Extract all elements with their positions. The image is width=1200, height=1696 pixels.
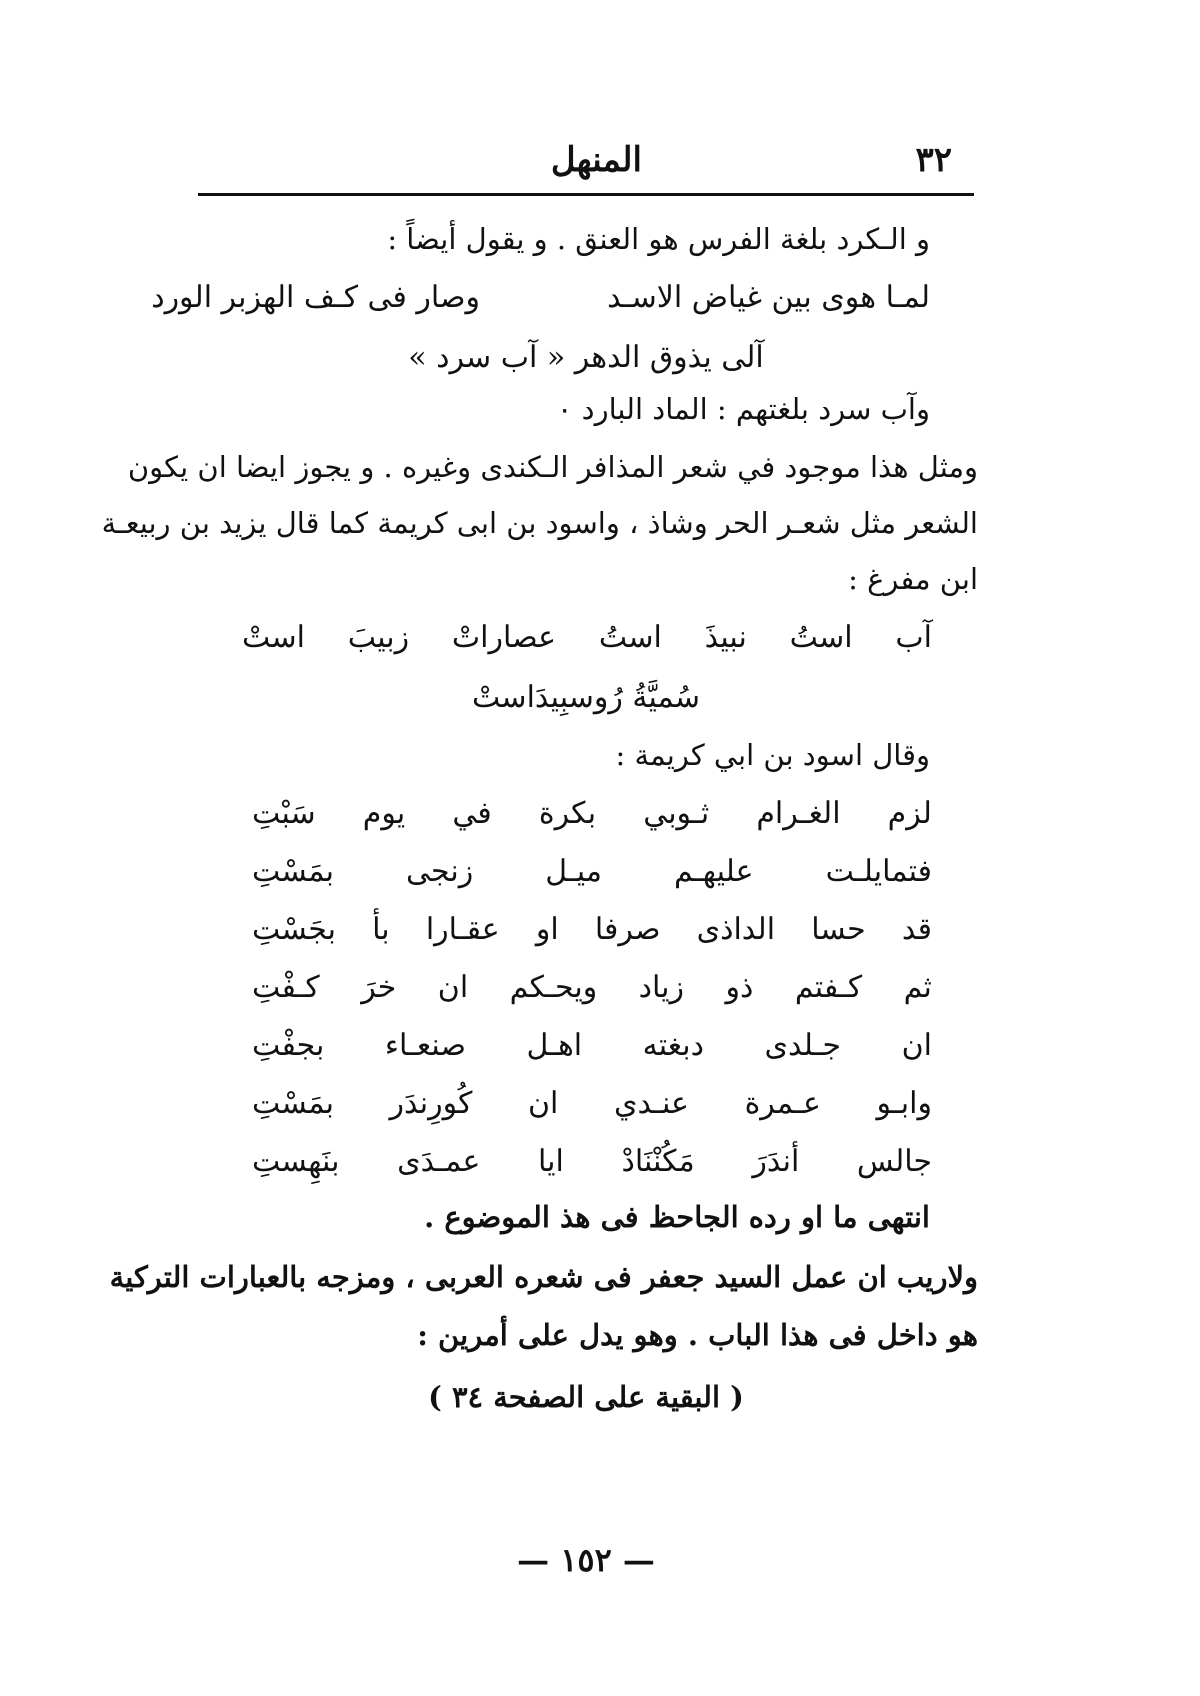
text-line: الشعر مثل شعـر الحر وشاذ ، واسود بن ابى كريمة كما قال يزيد بن ربيعـة xyxy=(101,506,978,540)
verse3-row xyxy=(252,854,932,889)
verse-word: دبغته xyxy=(642,1028,704,1063)
verse-word: بكرة xyxy=(538,796,597,831)
verse-word: صنعـاء xyxy=(384,1028,466,1063)
verse-word: فتمايلـت xyxy=(825,854,932,889)
verse1-line2: آلى يذوق الدهر « آب سرد » xyxy=(408,340,764,375)
verse-word: استْ xyxy=(242,620,305,655)
verse-word: بمَسْتِ xyxy=(252,1086,334,1121)
verse-word: بأ xyxy=(372,912,390,947)
verse-word: عنـدي xyxy=(613,1086,689,1121)
verse-word: عصاراتْ xyxy=(451,620,557,655)
verse-word: زياد xyxy=(638,970,685,1005)
verse-word: اهـل xyxy=(526,1028,583,1063)
verse-word: بجَسْتِ xyxy=(252,912,336,947)
verse-word: جالس xyxy=(856,1144,932,1179)
text-line: ولاريب ان عمل السيد جعفر فى شعره العربى ، ومزجه بالعبارات التركية xyxy=(109,1260,978,1294)
verse-word: ايا xyxy=(538,1144,564,1179)
verse-word: ثم xyxy=(903,970,932,1005)
continuation-note: ( البقية على الصفحة ٣٤ ) xyxy=(428,1380,744,1414)
verse-word: ان xyxy=(528,1086,559,1121)
verse-word: بمَسْتِ xyxy=(252,854,334,889)
text-line: وآب سرد بلغتهم : الماد البارد ٠ xyxy=(556,392,930,426)
verse-word: بجفْتِ xyxy=(252,1028,325,1063)
verse-word: كـفْتِ xyxy=(252,970,320,1005)
verse-word: حسا xyxy=(811,912,866,947)
verse-word: سَبْتِ xyxy=(252,796,316,831)
verse-word: عمـدَى xyxy=(397,1144,481,1179)
verse-word: صرفا xyxy=(594,912,661,947)
verse-word: عقـارا xyxy=(425,912,500,947)
page-header xyxy=(200,140,972,190)
text-line: ابن مفرغ : xyxy=(848,562,978,596)
verse3-row xyxy=(252,796,932,831)
verse-word: كـفتم xyxy=(794,970,863,1005)
verse-word: زنجى xyxy=(406,854,474,889)
verse2-line1 xyxy=(242,620,932,655)
conclusion-line: انتهى ما او رده الجاحظ فى هذ الموضوع . xyxy=(424,1200,930,1234)
text-line: هو داخل فى هذا الباب . وهو يدل على أمرين : xyxy=(417,1318,978,1352)
verse-word: استُ xyxy=(598,620,662,655)
verse-word: ميـل xyxy=(545,854,602,889)
verse3-row xyxy=(252,1028,932,1063)
text-line: ومثل هذا موجود في شعر المذافر الـكندى وغيره . و يجوز ايضا ان يكون xyxy=(127,450,978,484)
verse-word: ثـوبي xyxy=(643,796,710,831)
verse-word: في xyxy=(452,796,492,831)
verse-word: بنَهِستِ xyxy=(252,1144,340,1179)
verse-word: او xyxy=(535,912,559,947)
verse-word: خرَ xyxy=(361,970,397,1005)
verse-word: كُورِندَر xyxy=(389,1086,473,1121)
verse-word: الغـرام xyxy=(756,796,841,831)
page-number: ٣٢ xyxy=(915,140,952,180)
verse-word: لزم xyxy=(887,796,932,831)
header-rule xyxy=(198,193,974,196)
journal-title: المنهل xyxy=(550,140,642,180)
verse-word: ان xyxy=(437,970,469,1005)
intro-line: و الـكرد بلغة الفرس هو العنق . و يقول أيضاً : xyxy=(387,222,930,256)
verse-word: نبيذَ xyxy=(704,620,747,655)
verse1-hemistich-right: لمـا هوى بين غياض الاسـد xyxy=(607,280,930,315)
verse1-hemistich-left: وصار فى كـف الهزبر الورد xyxy=(151,280,480,315)
aswad-intro: وقال اسود بن ابي كريمة : xyxy=(615,738,930,772)
verse-word: قد xyxy=(901,912,932,947)
verse-word: مَكُنْنَادْ xyxy=(621,1144,695,1179)
verse-word: جـلدى xyxy=(764,1028,842,1063)
verse-word: ويحـكم xyxy=(509,970,598,1005)
verse3-row xyxy=(252,1086,932,1121)
verse-word: ان xyxy=(901,1028,932,1063)
verse-word: ذو xyxy=(725,970,754,1005)
verse-word: زبيبَ xyxy=(347,620,410,655)
verse-word: آب xyxy=(895,620,932,655)
verse-word: استُ xyxy=(789,620,853,655)
verse3-row xyxy=(252,970,932,1005)
verse-word: عـمرة xyxy=(744,1086,821,1121)
verse2-line2: سُميَّةُ رُوسبِيدَاستْ xyxy=(471,680,701,715)
verse-word: يوم xyxy=(362,796,406,831)
verse3-row xyxy=(252,912,932,947)
footer-page-number: — ١٥٢ — xyxy=(517,1541,655,1579)
verse-word: وابـو xyxy=(876,1086,932,1121)
verse3-row xyxy=(252,1144,932,1179)
verse-word: عليهـم xyxy=(674,854,754,889)
verse-word: أندَرَ xyxy=(752,1144,800,1179)
verse-word: الداذى xyxy=(696,912,776,947)
